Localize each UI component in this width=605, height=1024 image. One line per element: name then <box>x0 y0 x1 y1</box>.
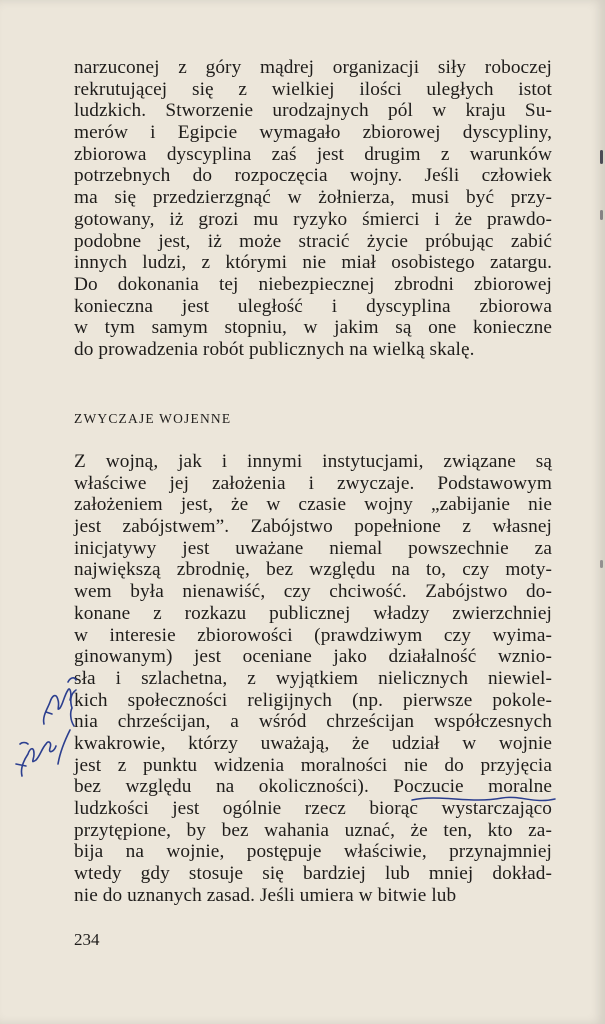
text-line <box>74 603 552 625</box>
text-line <box>74 79 552 101</box>
handwritten-underline <box>410 790 560 812</box>
text-line <box>74 711 552 733</box>
text-line-content: ma się przedzierzgnąć w żołnierza, musi być przy- <box>74 187 552 209</box>
page-number: 234 <box>74 930 100 949</box>
text-line <box>74 187 552 209</box>
text-line-content: kich społeczności religijnych (np. pierwsze pokole- <box>74 689 552 711</box>
text-line-content: kwakrowie, którzy uważają, że udział w wojnie <box>74 732 552 754</box>
text-line <box>74 581 552 603</box>
text-line-content: założeniem jest, że w czasie wojny „zabijanie nie <box>74 494 552 516</box>
text-line <box>74 863 552 885</box>
text-line-content: największą zbrodnię, bez względu na to, czy moty- <box>74 559 552 581</box>
text-line-content: Do dokonania tej niebezpiecznej zbrodni zbiorowej <box>74 273 552 295</box>
text-line <box>74 820 552 842</box>
text-line-content: sła i szlachetna, z wyjątkiem nielicznych niewiel- <box>74 667 552 689</box>
text-line-content: wem była nienawiść, czy chciwość. Zabójstwo do- <box>74 581 552 603</box>
text-line <box>74 231 552 253</box>
paragraph-2 <box>74 451 552 906</box>
text-line-content: podobne jest, iż może stracić życie próbując zabić <box>74 230 552 252</box>
text-line <box>74 209 552 231</box>
paragraph-1 <box>74 57 552 361</box>
text-line-content: gotowany, iż grozi mu ryzyko śmierci i że prawdo- <box>74 208 552 230</box>
page-edge-mark <box>600 210 603 220</box>
text-line <box>74 144 552 166</box>
text-line <box>74 165 552 187</box>
text-line-content: wtedy gdy stosuje się bardziej lub mniej dokład- <box>74 863 552 885</box>
text-line <box>74 339 552 361</box>
text-line <box>74 885 552 907</box>
text-line-content: innych ludzi, z którymi nie miał osobistego zatargu. <box>74 252 552 274</box>
handwritten-margin-note <box>8 672 86 792</box>
text-line <box>74 100 552 122</box>
text-line <box>74 252 552 274</box>
text-line-content: przytępione, by bez wahania uznać, że ten, kto za- <box>74 819 552 841</box>
text-line-content: jest z punktu widzenia moralności nie do przyjęcia <box>74 754 552 776</box>
text-line-content: konane z rozkazu publicznej władzy zwierzchniej <box>74 602 552 624</box>
text-line-content: ludzkości jest ogólnie rzecz biorąc wystarczająco <box>74 798 552 819</box>
text-line-content: zbiorowa dyscyplina zaś jest drugim z warunków <box>74 143 552 165</box>
text-line <box>74 274 552 296</box>
page-edge-mark <box>600 560 603 568</box>
text-line-content: właściwe jej założenia i zwyczaje. Podstawowym <box>74 472 552 494</box>
text-line <box>74 516 552 538</box>
text-line <box>74 494 552 516</box>
text-line-content: Z wojną, jak i innymi instytucjami, związane są <box>74 451 552 472</box>
text-line-content: jest zabójstwem”. Zabójstwo popełnione z własnej <box>74 516 552 538</box>
text-line <box>74 646 552 668</box>
text-line <box>74 122 552 144</box>
text-line <box>74 57 552 79</box>
text-line-content: narzuconej z góry mądrej organizacji siły roboczej <box>74 57 552 78</box>
text-line <box>74 841 552 863</box>
text-line-content: merów i Egipcie wymagało zbiorowej dyscypliny, <box>74 122 552 144</box>
text-line-content: w tym samym stopniu, w jakim są one konieczne <box>74 317 552 339</box>
text-line-content: konieczna jest uległość i dyscyplina zbiorowa <box>74 295 552 317</box>
text-line <box>74 755 552 777</box>
text-line <box>74 690 552 712</box>
text-line <box>74 538 552 560</box>
text-line <box>74 473 552 495</box>
page-edge-mark <box>600 150 603 164</box>
text-line-content: nia chrześcijan, a wśród chrześcijan współczesnych <box>74 711 552 733</box>
text-line-content: inicjatywy jest uważane niemal powszechnie za <box>74 537 552 559</box>
text-line-content: do prowadzenia robót publicznych na wielką skalę. <box>74 338 475 360</box>
text-line <box>74 296 552 318</box>
text-line-content: ginowanym) jest oceniane jako działalność wznio- <box>74 646 552 668</box>
text-line-content: ludzkich. Stworzenie urodzajnych pól w kraju Su- <box>74 100 552 122</box>
text-line <box>74 317 552 339</box>
text-line <box>74 559 552 581</box>
text-line <box>74 733 552 755</box>
text-line-content: rekrutującej się z wielkiej ilości uległych istot <box>74 78 552 100</box>
section-heading: ZWYCZAJE WOJENNE <box>74 411 232 426</box>
text-line-content: potrzebnych do rozpoczęcia wojny. Jeśli człowiek <box>74 165 552 187</box>
text-line <box>74 668 552 690</box>
text-line-content: bija na wojnie, postępuje właściwie, przynajmniej <box>74 841 552 863</box>
text-line <box>74 625 552 647</box>
text-line-content: bez względu na okoliczności). Poczucie moralne <box>74 776 552 798</box>
text-line-content: nie do uznanych zasad. Jeśli umiera w bitwie lub <box>74 884 457 906</box>
text-line-content: w interesie zbiorowości (prawdziwym czy wyima- <box>74 624 552 646</box>
text-line <box>74 451 552 473</box>
